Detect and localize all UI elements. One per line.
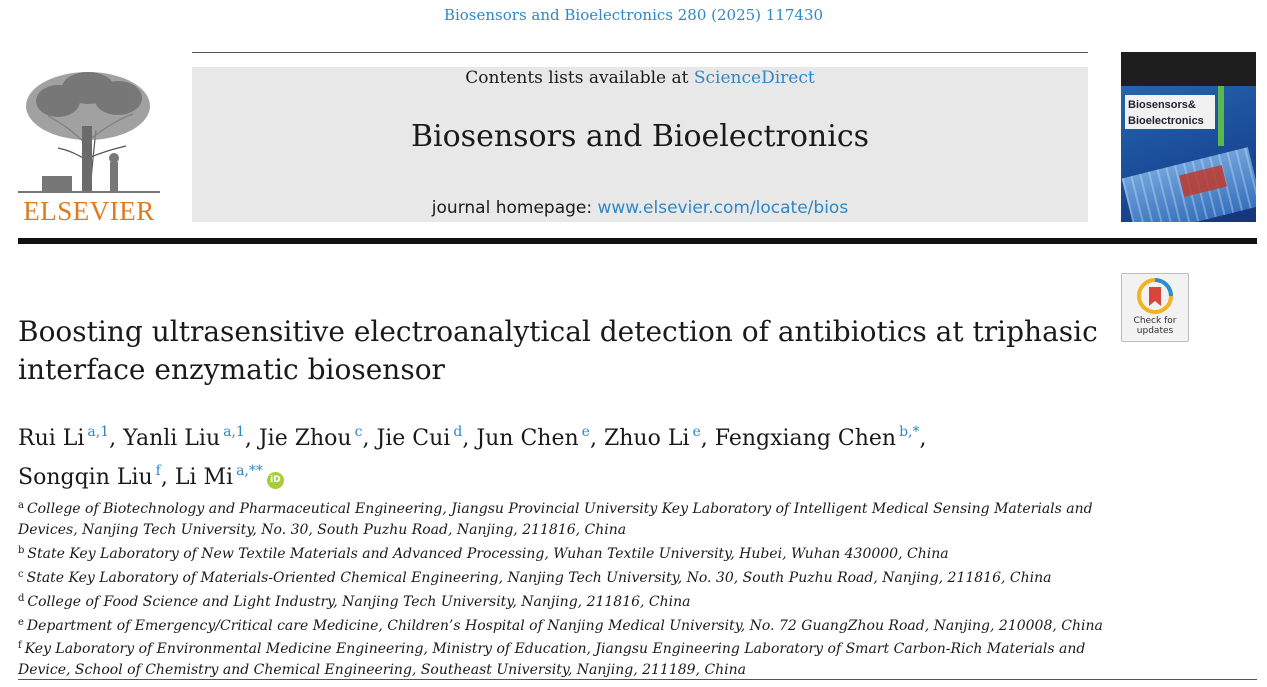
author-name: Jie Zhou bbox=[258, 426, 352, 451]
affiliation-letter: b bbox=[18, 544, 25, 556]
author[interactable] bbox=[123, 426, 245, 451]
cover-title-box bbox=[1125, 95, 1215, 129]
check-updates-line2: updates bbox=[1136, 326, 1174, 336]
journal-banner bbox=[192, 67, 1088, 222]
elsevier-wordmark: ELSEVIER bbox=[23, 196, 155, 226]
homepage-prefix: journal homepage: bbox=[431, 198, 593, 218]
author-affiliation-mark[interactable]: e bbox=[692, 424, 701, 440]
author-affiliation-mark[interactable]: a,1 bbox=[223, 424, 245, 440]
author-affiliation-mark[interactable]: f bbox=[155, 463, 161, 479]
author-affiliation-mark[interactable]: b,* bbox=[899, 424, 920, 440]
affiliation-text: State Key Laboratory of Materials-Oriented Chemical Engineering, Nanjing Tech University, No. 30, South Puzhu Road, Nanjing, 211816, China bbox=[26, 569, 1052, 586]
affiliation-letter: a bbox=[18, 500, 24, 511]
check-for-updates-button[interactable] bbox=[1121, 273, 1189, 342]
contents-line bbox=[192, 68, 1088, 88]
author-list: Rui Li $^{a,1}$, Yanli Liu $^{a,1}$, Jie Zhou $^c$, Jie Cui $^d$, Jun Chen $^e$, Zhuo Li $^e$, Fengxiang Chen $^{b,*}$, Songqin Liu $^f$, Li Mi $^{a,**}$iD bbox=[18, 424, 927, 490]
author-affiliation-mark[interactable]: a,1 bbox=[87, 424, 110, 440]
journal-cover-thumbnail[interactable] bbox=[1121, 52, 1256, 222]
author[interactable] bbox=[604, 426, 701, 451]
affiliation-letter: e bbox=[18, 616, 24, 628]
affiliation-letter: d bbox=[18, 592, 25, 604]
elsevier-logo[interactable] bbox=[18, 66, 160, 224]
cover-title-line1: Biosensors& bbox=[1128, 99, 1196, 111]
author[interactable] bbox=[18, 465, 161, 490]
author-name: Fengxiang Chen bbox=[714, 426, 897, 451]
author-affiliation-mark[interactable]: e bbox=[581, 424, 590, 440]
affiliation-text: College of Biotechnology and Pharmaceutical Engineering, Jiangsu Provincial University Key Laboratory of Intelligent Medical Sensing Materials and Devices, Nanjing Tech University, No. 30, South Puzhu Road, Nanjing, 211816, China bbox=[18, 501, 1093, 538]
author-name: Songqin Liu bbox=[18, 465, 153, 490]
affiliation-item bbox=[18, 565, 1108, 589]
author[interactable] bbox=[18, 426, 109, 451]
check-updates-label bbox=[1122, 316, 1188, 336]
orcid-icon[interactable]: iD bbox=[267, 472, 284, 489]
affiliation-letter: c bbox=[18, 568, 24, 580]
crossmark-icon bbox=[1137, 278, 1173, 314]
affiliation-item bbox=[18, 636, 1108, 681]
author-name: Li Mi bbox=[174, 465, 234, 490]
journal-homepage-link[interactable]: www.elsevier.com/locate/bios bbox=[597, 198, 849, 218]
affiliation-item bbox=[18, 613, 1108, 637]
cover-title-line2: Bioelectronics bbox=[1128, 115, 1204, 127]
affiliation-item bbox=[18, 541, 1108, 565]
bottom-divider bbox=[18, 679, 1257, 680]
author-name: Yanli Liu bbox=[123, 426, 221, 451]
author-affiliation-mark[interactable]: c bbox=[354, 424, 363, 440]
affiliation-text: Department of Emergency/Critical care Medicine, Children’s Hospital of Nanjing Medical University, No. 72 GuangZhou Road, Nanjing, 210008, China bbox=[26, 617, 1103, 634]
article-title: Boosting ultrasensitive electroanalytical detection of antibiotics at triphasic interface enzymatic biosensor bbox=[18, 315, 1098, 386]
homepage-line bbox=[192, 198, 1088, 218]
top-divider bbox=[192, 52, 1088, 53]
affiliation-text: State Key Laboratory of New Textile Materials and Advanced Processing, Wuhan Textile University, Hubei, Wuhan 430000, China bbox=[27, 545, 949, 562]
author[interactable] bbox=[376, 426, 462, 451]
affiliation-list bbox=[18, 496, 1108, 681]
author-name: Jie Cui bbox=[376, 426, 451, 451]
journal-name: Biosensors and Bioelectronics bbox=[410, 119, 870, 154]
author[interactable] bbox=[175, 465, 263, 490]
author-affiliation-mark[interactable]: a,** bbox=[236, 463, 263, 479]
author-name: Zhuo Li bbox=[603, 426, 690, 451]
author[interactable] bbox=[259, 426, 363, 451]
elsevier-tree-icon bbox=[18, 66, 160, 194]
author-name: Rui Li bbox=[18, 426, 85, 451]
author[interactable] bbox=[476, 426, 590, 451]
check-updates-line1: Check for bbox=[1133, 316, 1177, 326]
affiliation-text: College of Food Science and Light Industry, Nanjing Tech University, Nanjing, 211816, China bbox=[27, 593, 691, 610]
sciencedirect-link[interactable]: ScienceDirect bbox=[693, 68, 815, 88]
author-name: Jun Chen bbox=[476, 426, 579, 451]
journal-citation[interactable]: Biosensors and Bioelectronics 280 (2025) 117430 bbox=[443, 6, 824, 24]
header-thick-rule bbox=[18, 238, 1257, 244]
contents-prefix: Contents lists available at bbox=[465, 68, 689, 88]
affiliation-item bbox=[18, 589, 1108, 613]
author[interactable] bbox=[715, 426, 920, 451]
affiliation-letter: f bbox=[18, 640, 22, 652]
author-affiliation-mark[interactable]: d bbox=[453, 424, 463, 440]
affiliation-text: Key Laboratory of Environmental Medicine Engineering, Ministry of Education, Jiangsu Engineering Laboratory of Smart Carbon-Rich Materials and Device, School of Chemistry and Chemical Engineering, Southeast University, Nanjing, 211189, China bbox=[18, 641, 1086, 679]
cover-header-band bbox=[1121, 52, 1256, 86]
cover-accent-bar bbox=[1218, 86, 1224, 146]
affiliation-item bbox=[18, 496, 1108, 541]
